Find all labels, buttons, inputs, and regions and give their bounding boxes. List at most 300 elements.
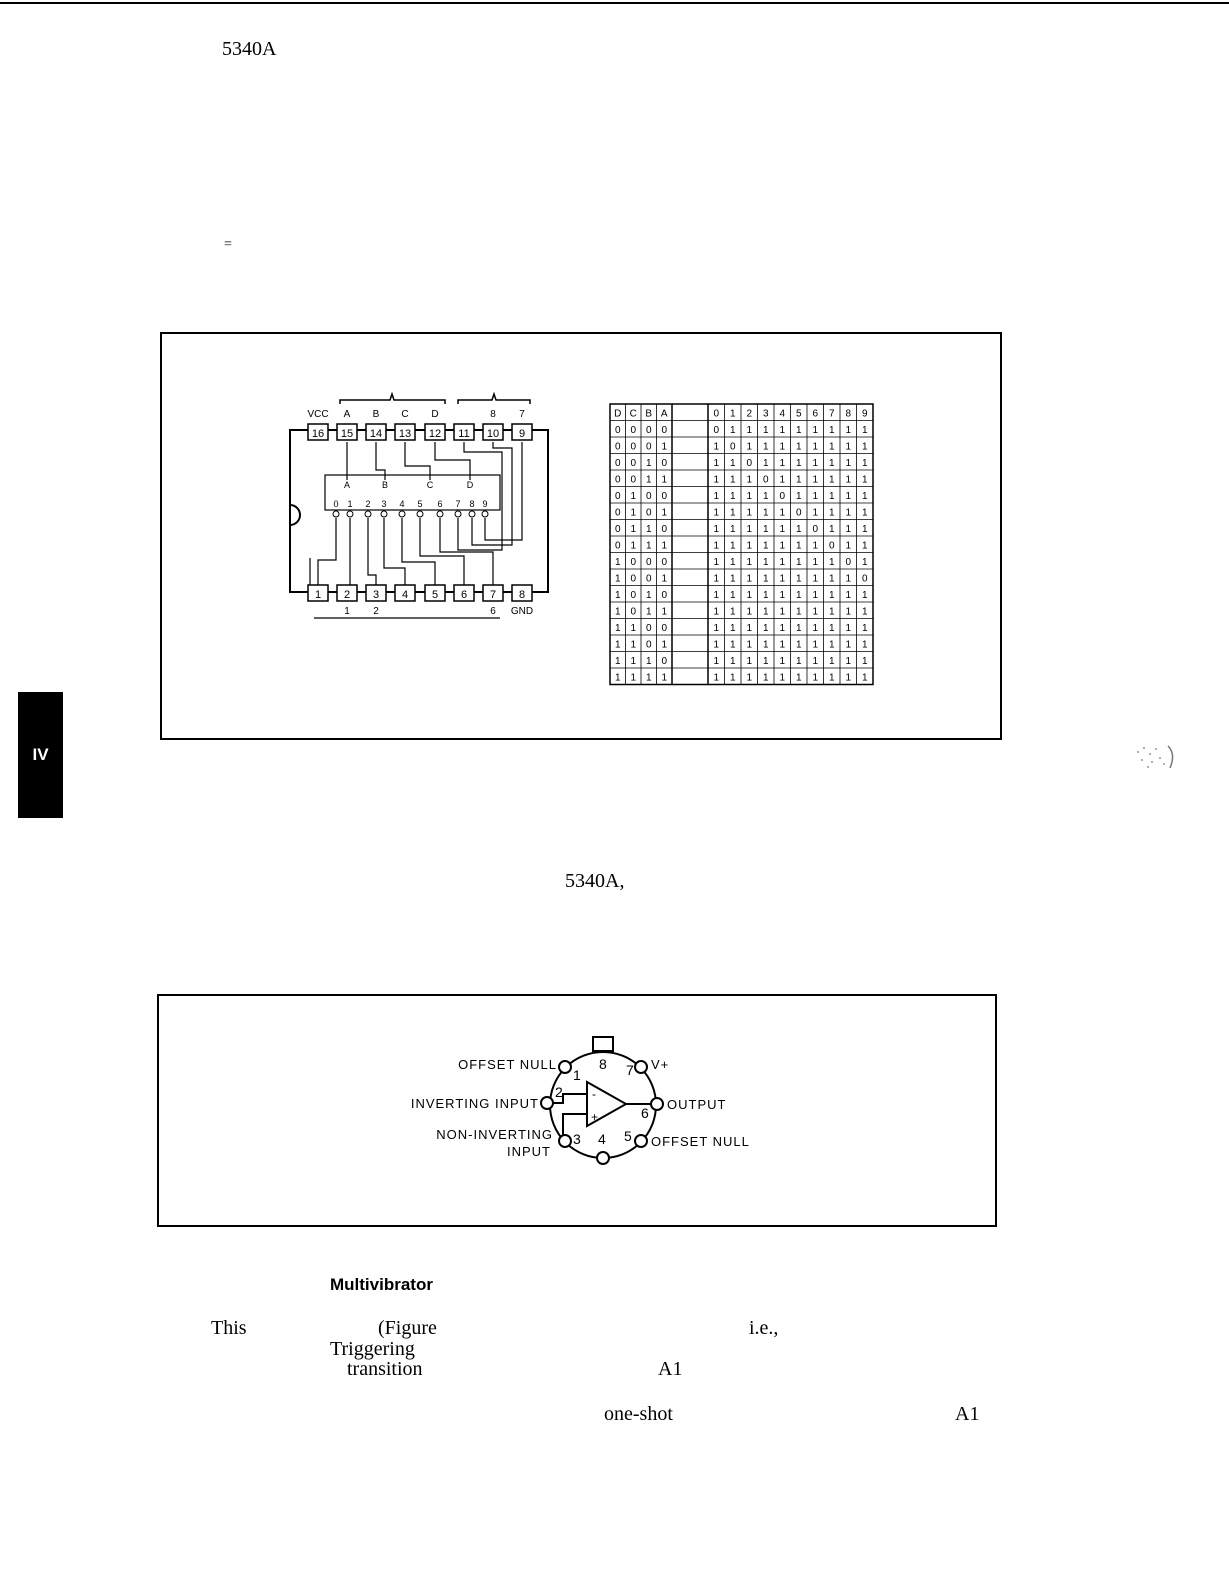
tt-output-cell: 1 bbox=[746, 491, 753, 502]
ic-output-bubble bbox=[333, 511, 339, 517]
tt-output-cell: 1 bbox=[713, 590, 720, 601]
tt-output-cell: 1 bbox=[713, 458, 720, 469]
tt-output-cell: 1 bbox=[762, 507, 769, 519]
ic-inner-output-label: 8 bbox=[469, 499, 475, 509]
text-one-shot: one-shot bbox=[604, 1403, 673, 1425]
tt-output-cell: 1 bbox=[795, 623, 802, 634]
tt-output-cell: 0 bbox=[779, 491, 786, 502]
tt-output-cell: 1 bbox=[779, 540, 786, 552]
tt-output-cell: 1 bbox=[746, 474, 753, 486]
tt-output-cell: 0 bbox=[812, 524, 819, 535]
tt-input-cell: 1 bbox=[630, 491, 637, 502]
tt-input-cell: 0 bbox=[661, 458, 668, 469]
tt-output-cell: 1 bbox=[746, 623, 753, 634]
tt-output-cell: 1 bbox=[828, 656, 835, 667]
ic-bottom-pin-number: 6 bbox=[460, 589, 468, 601]
tt-input-cell: 0 bbox=[630, 557, 637, 568]
tt-output-cell: 1 bbox=[729, 491, 736, 502]
tt-output-header: 8 bbox=[845, 408, 852, 420]
tt-output-cell: 1 bbox=[795, 606, 802, 618]
pin-7-number: 7 bbox=[626, 1062, 634, 1078]
tt-output-cell: 1 bbox=[845, 672, 852, 684]
tt-output-cell: 1 bbox=[762, 557, 769, 568]
tt-input-header: C bbox=[629, 408, 637, 420]
tt-input-cell: 1 bbox=[614, 557, 621, 568]
label-inverting-input: INVERTING INPUT bbox=[410, 1096, 539, 1111]
text-ie: i.e., bbox=[749, 1317, 779, 1339]
tt-output-cell: 1 bbox=[795, 639, 802, 651]
tt-input-cell: 0 bbox=[614, 507, 621, 519]
tt-output-cell: 1 bbox=[762, 606, 769, 618]
tt-output-cell: 1 bbox=[828, 639, 835, 651]
tt-output-cell: 1 bbox=[779, 623, 786, 634]
tt-output-cell: 1 bbox=[861, 425, 868, 436]
ic-output-bubble bbox=[417, 511, 423, 517]
tt-output-cell: 1 bbox=[861, 672, 868, 684]
tt-output-cell: 1 bbox=[795, 557, 802, 568]
tt-output-cell: 1 bbox=[729, 524, 736, 535]
tt-input-cell: 1 bbox=[645, 656, 652, 667]
tt-output-cell: 1 bbox=[861, 623, 868, 634]
tt-output-cell: 1 bbox=[746, 606, 753, 618]
ic-top-label: B bbox=[372, 409, 380, 420]
tt-input-cell: 1 bbox=[661, 540, 668, 552]
tt-output-cell: 1 bbox=[729, 557, 736, 568]
ic-inner-output-label: 2 bbox=[365, 499, 371, 509]
tt-input-cell: 0 bbox=[614, 491, 621, 502]
ic-top-label: VCC bbox=[307, 409, 329, 420]
tt-output-cell: 0 bbox=[845, 557, 852, 568]
tt-input-header: D bbox=[614, 408, 622, 420]
ic-inner-input-label: B bbox=[381, 480, 389, 490]
tt-output-cell: 1 bbox=[729, 474, 736, 486]
tt-input-cell: 0 bbox=[645, 623, 652, 634]
pin-3-number: 3 bbox=[573, 1131, 581, 1147]
tt-output-cell: 1 bbox=[762, 573, 769, 585]
tt-input-cell: 1 bbox=[614, 573, 621, 585]
tt-output-cell: 1 bbox=[779, 656, 786, 667]
tt-output-cell: 0 bbox=[762, 474, 769, 486]
tt-output-cell: 1 bbox=[845, 590, 852, 601]
tt-output-cell: 0 bbox=[746, 458, 753, 469]
text-transition: transition bbox=[347, 1358, 423, 1380]
tt-input-cell: 1 bbox=[630, 623, 637, 634]
tt-output-cell: 1 bbox=[861, 507, 868, 519]
tt-input-cell: 0 bbox=[661, 425, 668, 436]
ic-top-label: C bbox=[401, 409, 409, 420]
tt-output-cell: 1 bbox=[828, 425, 835, 436]
tt-input-cell: 0 bbox=[630, 590, 637, 601]
tt-output-cell: 1 bbox=[746, 656, 753, 667]
tt-input-cell: 1 bbox=[630, 540, 637, 552]
tt-output-cell: 1 bbox=[812, 441, 819, 453]
tt-input-cell: 0 bbox=[614, 524, 621, 535]
tt-input-cell: 0 bbox=[630, 606, 637, 618]
tt-output-header: 4 bbox=[779, 408, 786, 420]
tt-output-cell: 1 bbox=[762, 524, 769, 535]
tt-input-cell: 1 bbox=[645, 458, 652, 469]
tt-output-cell: 1 bbox=[812, 540, 819, 552]
ic-bottom-label: 6 bbox=[490, 606, 496, 617]
ic-inner-output-label: 3 bbox=[381, 499, 387, 509]
pin-8-number: 8 bbox=[599, 1056, 607, 1072]
tt-output-cell: 1 bbox=[795, 590, 802, 601]
tt-output-cell: 1 bbox=[762, 590, 769, 601]
tt-output-cell: 1 bbox=[795, 491, 802, 502]
tt-input-cell: 0 bbox=[645, 425, 652, 436]
tt-output-header: 5 bbox=[795, 408, 802, 420]
tt-output-cell: 1 bbox=[812, 590, 819, 601]
text-a1-second: A1 bbox=[955, 1403, 980, 1425]
middle-ref: 5340A, bbox=[565, 870, 625, 892]
ic-output-bubble bbox=[399, 511, 405, 517]
tt-input-header: B bbox=[645, 408, 653, 420]
tt-output-cell: 1 bbox=[762, 491, 769, 502]
tt-output-cell: 1 bbox=[729, 590, 736, 601]
tt-input-cell: 1 bbox=[614, 639, 621, 651]
tt-output-cell: 1 bbox=[828, 474, 835, 486]
tt-output-cell: 1 bbox=[729, 656, 736, 667]
ic-output-bubble bbox=[365, 511, 371, 517]
tt-output-cell: 1 bbox=[779, 639, 786, 651]
tt-output-cell: 1 bbox=[812, 639, 819, 651]
tt-output-cell: 1 bbox=[762, 656, 769, 667]
tt-input-cell: 0 bbox=[661, 656, 668, 667]
tt-output-cell: 1 bbox=[779, 458, 786, 469]
tt-output-header: 3 bbox=[762, 408, 769, 420]
ic-top-label: D bbox=[431, 409, 439, 420]
tt-output-cell: 1 bbox=[845, 540, 852, 552]
tt-output-cell: 1 bbox=[779, 557, 786, 568]
tt-output-cell: 1 bbox=[828, 590, 835, 601]
tt-output-cell: 1 bbox=[861, 491, 868, 502]
tt-output-cell: 1 bbox=[861, 524, 868, 535]
tt-output-cell: 1 bbox=[861, 441, 868, 453]
tt-output-header: 6 bbox=[812, 408, 819, 420]
ic-output-bubble bbox=[482, 511, 488, 517]
tt-input-cell: 1 bbox=[661, 639, 668, 651]
tt-input-cell: 0 bbox=[661, 524, 668, 535]
ic-bottom-pin-number: 8 bbox=[518, 589, 526, 601]
tt-output-cell: 0 bbox=[828, 540, 835, 552]
truth-table bbox=[608, 402, 883, 692]
section-tab bbox=[18, 692, 63, 818]
ic-output-bubble bbox=[381, 511, 387, 517]
tt-output-cell: 0 bbox=[713, 425, 720, 436]
pin-1-number: 1 bbox=[573, 1067, 581, 1083]
tt-output-cell: 1 bbox=[762, 540, 769, 552]
pin-2-number: 2 bbox=[555, 1084, 563, 1100]
tt-output-cell: 1 bbox=[779, 524, 786, 535]
tt-input-cell: 1 bbox=[661, 573, 668, 585]
tt-output-cell: 1 bbox=[762, 425, 769, 436]
tt-input-cell: 1 bbox=[630, 656, 637, 667]
tt-output-cell: 1 bbox=[845, 656, 852, 667]
tt-output-cell: 1 bbox=[845, 524, 852, 535]
ic-inner-output-label: 7 bbox=[455, 499, 461, 509]
ic-top-pin-number: 12 bbox=[428, 428, 442, 440]
ic-top-pin-number: 13 bbox=[398, 428, 412, 440]
tt-output-cell: 1 bbox=[713, 491, 720, 502]
ic-inner-output-label: 1 bbox=[347, 499, 353, 509]
tt-output-header: 9 bbox=[861, 408, 868, 420]
text-a1-first: A1 bbox=[658, 1358, 683, 1380]
ic-top-pin-number: 16 bbox=[311, 428, 325, 440]
ic-output-bubble bbox=[455, 511, 461, 517]
tt-output-cell: 1 bbox=[729, 606, 736, 618]
tt-output-cell: 1 bbox=[845, 623, 852, 634]
tt-input-cell: 1 bbox=[630, 672, 637, 684]
ic-top-label: 8 bbox=[490, 409, 496, 420]
tt-output-cell: 1 bbox=[795, 441, 802, 453]
tt-output-cell: 1 bbox=[861, 557, 868, 568]
tt-input-cell: 0 bbox=[661, 590, 668, 601]
tt-input-cell: 0 bbox=[614, 441, 621, 453]
ic-top-label: A bbox=[343, 409, 351, 420]
tt-output-cell: 1 bbox=[746, 557, 753, 568]
ic-inner-output-label: 4 bbox=[399, 499, 405, 509]
opamp-diagram bbox=[395, 1030, 775, 1170]
tt-output-cell: 1 bbox=[762, 639, 769, 651]
ic-bottom-pin-number: 4 bbox=[401, 589, 409, 601]
tt-input-cell: 1 bbox=[614, 606, 621, 618]
tt-output-header: 7 bbox=[828, 408, 835, 420]
tt-output-cell: 1 bbox=[729, 639, 736, 651]
opamp-minus-sign: - bbox=[592, 1087, 596, 1101]
tt-output-cell: 1 bbox=[746, 540, 753, 552]
tt-output-cell: 1 bbox=[861, 458, 868, 469]
tt-input-cell: 1 bbox=[645, 672, 652, 684]
tt-output-cell: 1 bbox=[729, 540, 736, 552]
tt-output-cell: 1 bbox=[795, 573, 802, 585]
ic-inner-input-label: C bbox=[426, 480, 434, 490]
ic-bottom-pin-number: 3 bbox=[372, 589, 380, 601]
tt-output-cell: 0 bbox=[795, 507, 802, 519]
tt-input-cell: 1 bbox=[645, 606, 652, 618]
tt-output-cell: 1 bbox=[762, 458, 769, 469]
top-rule bbox=[0, 2, 1229, 4]
tt-input-cell: 0 bbox=[645, 639, 652, 651]
tt-input-cell: 0 bbox=[645, 441, 652, 453]
tt-input-cell: 0 bbox=[630, 573, 637, 585]
tt-input-cell: 0 bbox=[661, 623, 668, 634]
tt-output-cell: 1 bbox=[828, 441, 835, 453]
tt-output-cell: 1 bbox=[795, 524, 802, 535]
tt-input-cell: 0 bbox=[630, 474, 637, 486]
tt-input-cell: 1 bbox=[645, 474, 652, 486]
tt-output-cell: 1 bbox=[746, 425, 753, 436]
tt-output-cell: 1 bbox=[795, 656, 802, 667]
tt-input-cell: 1 bbox=[661, 672, 668, 684]
ic-bottom-pin-number: 1 bbox=[314, 589, 322, 601]
tt-output-cell: 1 bbox=[795, 474, 802, 486]
tt-output-cell: 1 bbox=[795, 672, 802, 684]
tt-output-cell: 1 bbox=[746, 672, 753, 684]
tt-input-cell: 1 bbox=[630, 524, 637, 535]
tt-input-cell: 0 bbox=[614, 458, 621, 469]
tt-output-cell: 1 bbox=[746, 639, 753, 651]
equals-mark: = bbox=[224, 237, 232, 252]
tt-output-cell: 1 bbox=[779, 672, 786, 684]
label-v-plus: V+ bbox=[651, 1057, 670, 1072]
tt-output-cell: 1 bbox=[861, 540, 868, 552]
tt-output-cell: 1 bbox=[845, 474, 852, 486]
ic-inner-output-label: 5 bbox=[417, 499, 423, 509]
tt-output-cell: 1 bbox=[845, 491, 852, 502]
tt-input-cell: 0 bbox=[630, 425, 637, 436]
tt-output-cell: 1 bbox=[861, 639, 868, 651]
ic-top-pin-number: 9 bbox=[518, 428, 526, 440]
ic-top-pin-number: 10 bbox=[486, 428, 500, 440]
pin-4-number: 4 bbox=[598, 1131, 606, 1147]
tt-output-cell: 1 bbox=[762, 623, 769, 634]
tt-output-cell: 1 bbox=[828, 557, 835, 568]
tt-input-cell: 0 bbox=[645, 573, 652, 585]
label-output: OUTPUT bbox=[667, 1097, 727, 1112]
tt-output-cell: 1 bbox=[861, 656, 868, 667]
section-tab-label: IV bbox=[32, 745, 49, 764]
tt-output-cell: 1 bbox=[828, 606, 835, 618]
ic-inner-output-label: 9 bbox=[482, 499, 488, 509]
tt-output-cell: 1 bbox=[779, 474, 786, 486]
tt-output-cell: 1 bbox=[779, 425, 786, 436]
tt-output-cell: 1 bbox=[861, 474, 868, 486]
tt-input-cell: 1 bbox=[630, 639, 637, 651]
tt-output-cell: 1 bbox=[713, 441, 720, 453]
tt-output-cell: 1 bbox=[762, 672, 769, 684]
tt-input-cell: 1 bbox=[645, 524, 652, 535]
pin-5-number: 5 bbox=[624, 1128, 632, 1144]
scan-speckle bbox=[1128, 740, 1178, 774]
tt-output-cell: 1 bbox=[861, 606, 868, 618]
tt-output-cell: 1 bbox=[713, 639, 720, 651]
ic-output-bubble bbox=[347, 511, 353, 517]
tt-output-cell: 1 bbox=[795, 458, 802, 469]
tt-output-cell: 1 bbox=[795, 425, 802, 436]
tt-input-cell: 1 bbox=[645, 540, 652, 552]
tt-input-header: A bbox=[660, 408, 668, 420]
text-this: This bbox=[211, 1317, 247, 1339]
tt-input-cell: 1 bbox=[614, 590, 621, 601]
tt-output-cell: 1 bbox=[845, 441, 852, 453]
tt-output-cell: 1 bbox=[713, 606, 720, 618]
tt-output-cell: 0 bbox=[861, 573, 868, 585]
tt-output-cell: 1 bbox=[845, 507, 852, 519]
tt-output-cell: 1 bbox=[746, 507, 753, 519]
tt-output-cell: 1 bbox=[812, 491, 819, 502]
tt-output-cell: 1 bbox=[845, 425, 852, 436]
tt-output-cell: 1 bbox=[746, 524, 753, 535]
tt-output-cell: 1 bbox=[713, 623, 720, 634]
ic-inner-input-label: A bbox=[343, 480, 351, 490]
tt-output-cell: 1 bbox=[729, 623, 736, 634]
tt-output-cell: 1 bbox=[828, 507, 835, 519]
ic-bottom-label: GND bbox=[510, 606, 534, 617]
tt-input-cell: 1 bbox=[645, 590, 652, 601]
tt-output-header: 0 bbox=[713, 408, 720, 420]
tt-input-cell: 0 bbox=[630, 441, 637, 453]
tt-output-cell: 1 bbox=[795, 540, 802, 552]
ic-output-bubble bbox=[437, 511, 443, 517]
tt-output-header: 1 bbox=[729, 408, 736, 420]
ic-inner-output-label: 6 bbox=[437, 499, 443, 509]
tt-input-cell: 1 bbox=[661, 606, 668, 618]
ic-bottom-label: 1 bbox=[344, 606, 350, 617]
tt-input-cell: 1 bbox=[630, 507, 637, 519]
tt-output-cell: 1 bbox=[779, 573, 786, 585]
ic-bottom-pin-number: 5 bbox=[431, 589, 439, 601]
tt-output-cell: 1 bbox=[812, 573, 819, 585]
ic-bottom-pin-number: 2 bbox=[343, 589, 351, 601]
tt-output-cell: 1 bbox=[812, 656, 819, 667]
tt-output-cell: 1 bbox=[861, 590, 868, 601]
tt-output-cell: 1 bbox=[746, 573, 753, 585]
decoder-ic-diagram bbox=[280, 390, 560, 630]
tt-output-cell: 1 bbox=[713, 557, 720, 568]
tt-output-cell: 1 bbox=[845, 606, 852, 618]
tt-output-cell: 1 bbox=[729, 458, 736, 469]
tt-output-cell: 1 bbox=[812, 474, 819, 486]
tt-output-cell: 1 bbox=[828, 672, 835, 684]
tt-output-cell: 1 bbox=[828, 491, 835, 502]
label-non-inverting-input: INPUT bbox=[507, 1144, 551, 1159]
tt-output-cell: 1 bbox=[845, 458, 852, 469]
ic-output-bubble bbox=[469, 511, 475, 517]
tt-input-cell: 1 bbox=[614, 656, 621, 667]
tt-output-cell: 1 bbox=[828, 623, 835, 634]
tt-output-cell: 1 bbox=[713, 474, 720, 486]
tt-input-cell: 0 bbox=[614, 540, 621, 552]
label-offset-null-5: OFFSET NULL bbox=[651, 1134, 750, 1149]
opamp-plus-sign: + bbox=[591, 1110, 599, 1124]
tt-input-cell: 0 bbox=[645, 557, 652, 568]
tt-output-cell: 1 bbox=[713, 656, 720, 667]
tt-input-cell: 1 bbox=[661, 507, 668, 519]
ic-inner-output-label: 0 bbox=[333, 499, 339, 509]
tt-output-cell: 1 bbox=[729, 425, 736, 436]
tt-output-cell: 1 bbox=[713, 507, 720, 519]
tt-output-cell: 1 bbox=[812, 458, 819, 469]
tt-output-cell: 1 bbox=[845, 573, 852, 585]
tt-output-cell: 1 bbox=[779, 590, 786, 601]
tt-output-cell: 1 bbox=[812, 507, 819, 519]
tt-output-cell: 1 bbox=[845, 639, 852, 651]
ic-inner-input-label: D bbox=[466, 480, 474, 490]
tt-output-cell: 1 bbox=[729, 672, 736, 684]
text-triggering: Triggering bbox=[330, 1338, 415, 1360]
ic-top-pin-number: 15 bbox=[340, 428, 354, 440]
ic-top-label: 7 bbox=[519, 409, 525, 420]
tt-output-cell: 1 bbox=[729, 507, 736, 519]
ic-top-pin-number: 11 bbox=[458, 428, 470, 440]
tt-output-cell: 1 bbox=[812, 606, 819, 618]
tt-output-header: 2 bbox=[746, 408, 753, 420]
tt-output-cell: 1 bbox=[812, 425, 819, 436]
label-non-inverting: NON-INVERTING bbox=[436, 1127, 553, 1142]
tt-output-cell: 1 bbox=[779, 441, 786, 453]
ic-bottom-pin-number: 7 bbox=[489, 589, 497, 601]
tt-output-cell: 1 bbox=[828, 458, 835, 469]
text-figure: (Figure bbox=[378, 1317, 437, 1339]
tt-output-cell: 1 bbox=[812, 672, 819, 684]
tt-input-cell: 0 bbox=[630, 458, 637, 469]
tt-input-cell: 1 bbox=[661, 474, 668, 486]
tt-output-cell: 1 bbox=[779, 507, 786, 519]
tt-output-cell: 0 bbox=[729, 441, 736, 453]
tt-output-cell: 1 bbox=[713, 540, 720, 552]
tt-output-cell: 1 bbox=[828, 573, 835, 585]
pin-6-number: 6 bbox=[641, 1105, 649, 1121]
